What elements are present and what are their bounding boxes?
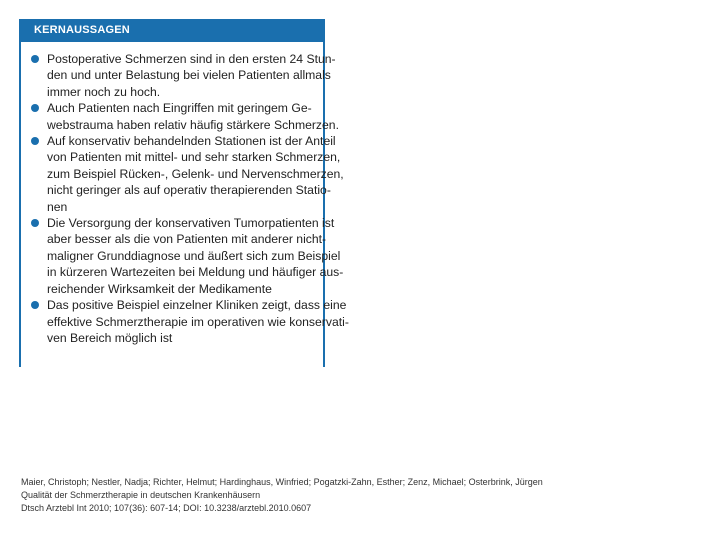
- item-line: Auf konservativ behandelnden Stationen ist der Anteil: [47, 134, 336, 149]
- item-line: ven Bereich möglich ist: [47, 330, 173, 345]
- bullet-icon: [31, 137, 39, 145]
- item-line: Das positive Beispiel einzelner Kliniken zeigt, dass eine: [47, 298, 347, 313]
- item-line: nen: [47, 199, 68, 214]
- item-line: Auch Patienten nach Eingriffen mit geringem Ge-: [47, 101, 312, 116]
- item-line: den und unter Belastung bei vielen Patienten allmals: [47, 68, 331, 83]
- item-line: nicht geringer als auf operativ therapierenden Statio-: [47, 183, 331, 198]
- item-line: zum Beispiel Rücken-, Gelenk- und Nervenschmerzen,: [47, 166, 344, 181]
- key-statements-list: [21, 42, 349, 346]
- item-line: aber besser als die von Patienten mit anderer nicht-: [47, 232, 327, 247]
- bullet-icon: [31, 55, 39, 63]
- item-line: in kürzeren Wartezeiten bei Meldung und häufiger aus-: [47, 265, 344, 280]
- item-line: immer noch zu hoch.: [47, 84, 161, 99]
- item-line: webstrauma haben relativ häufig stärkere Schmerzen.: [47, 117, 339, 132]
- item-line: reichender Wirksamkeit der Medikamente: [47, 281, 272, 296]
- item-line: effektive Schmerztherapie im operativen wie konservati-: [47, 314, 349, 329]
- list-item: [29, 215, 344, 297]
- list-item: [29, 100, 339, 133]
- bullet-icon: [31, 301, 39, 309]
- list-item: [29, 133, 344, 215]
- bullet-icon: [31, 104, 39, 112]
- bullet-icon: [31, 219, 39, 227]
- citation: [21, 476, 543, 515]
- list-item: [29, 51, 336, 100]
- citation-title: Qualität der Schmerztherapie in deutschen Krankenhäusern: [21, 490, 261, 500]
- item-line: von Patienten mit mittel- und sehr starken Schmerzen,: [47, 150, 341, 165]
- box-title: KERNAUSSAGEN: [21, 19, 323, 42]
- key-statements-box: [19, 19, 349, 367]
- item-line: Postoperative Schmerzen sind in den ersten 24 Stun-: [47, 52, 336, 66]
- list-item: [29, 297, 349, 346]
- citation-source: Dtsch Arztebl Int 2010; 107(36): 607-14; DOI: 10.3238/arztebl.2010.0607: [21, 503, 312, 513]
- item-line: maligner Grunddiagnose und äußert sich zum Beispiel: [47, 248, 341, 263]
- citation-authors: Maier, Christoph; Nestler, Nadja; Richter, Helmut; Hardinghaus, Winfried; Pogatzki-Zahn, Esther; Zenz, Michael; Osterbrink, Jürgen: [21, 477, 543, 487]
- item-line: Die Versorgung der konservativen Tumorpatienten ist: [47, 216, 335, 231]
